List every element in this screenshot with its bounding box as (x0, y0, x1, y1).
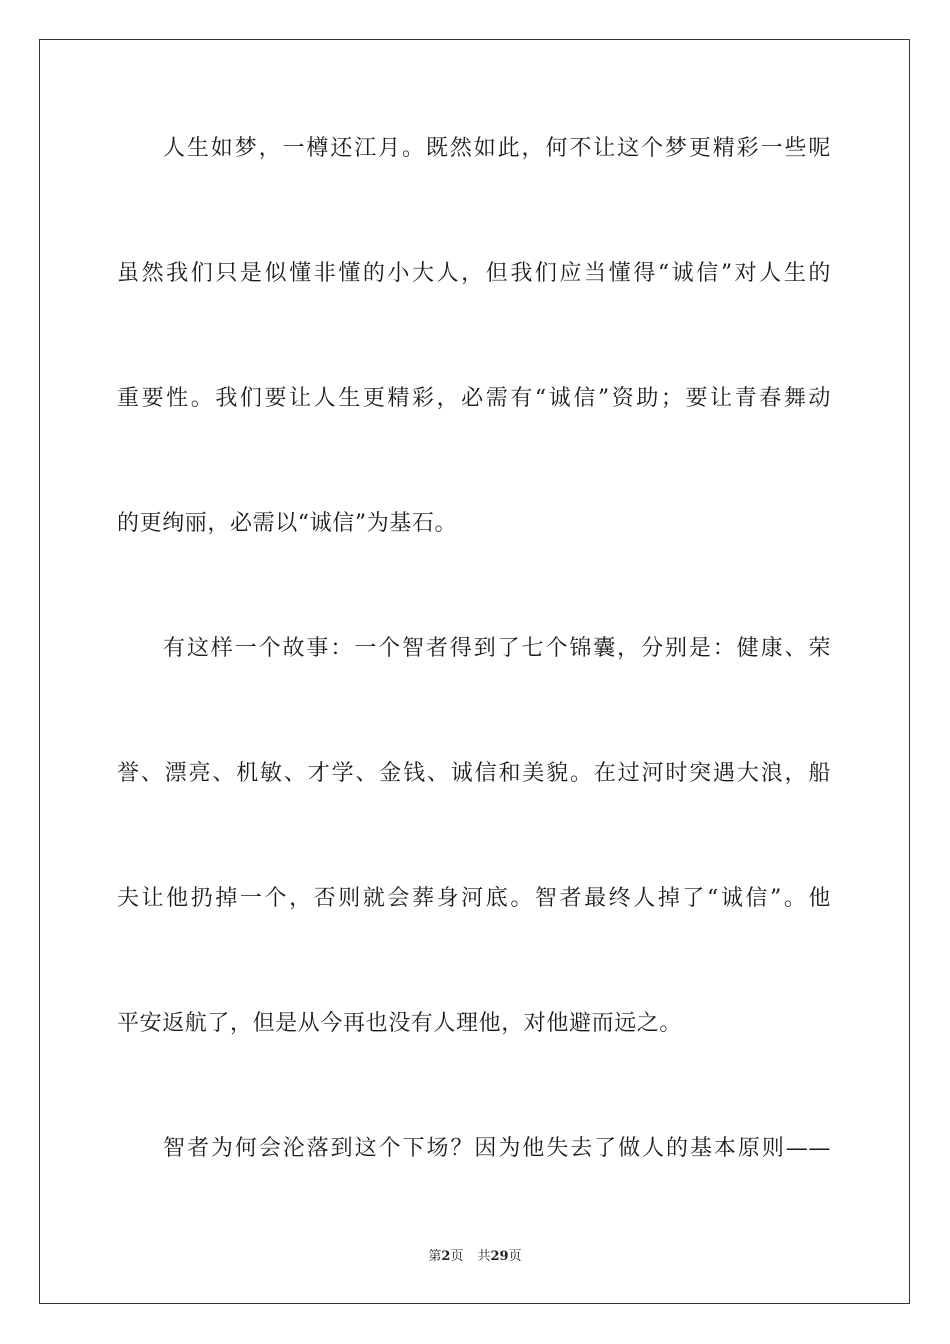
paragraph-3-line-1: 智者为何会沦落到这个下场？因为他失去了做人的基本原则—— (163, 1136, 831, 1161)
paragraph-2-line-3: 夫让他扔掉一个，否则就会葬身河底。智者最终人掉了“诚信”。他 (117, 886, 831, 911)
total-suffix: 页 (508, 1249, 522, 1264)
paragraph-1-line-4: 的更绚丽，必需以“诚信”为基石。 (117, 511, 458, 536)
total-pages: 29 (490, 1249, 509, 1264)
page-footer (0, 1245, 950, 1264)
paragraph-1-line-1: 人生如梦，一樽还江月。既然如此，何不让这个梦更精彩一些呢 (163, 136, 831, 161)
paragraph-1-line-3: 重要性。我们要让人生更精彩，必需有“诚信”资助；要让青春舞动 (117, 386, 831, 411)
page-prefix: 第 (428, 1249, 442, 1264)
paragraph-2-line-4: 平安返航了，但是从今再也没有人理他，对他避而远之。 (117, 1011, 683, 1036)
paragraph-1-line-2: 虽然我们只是似懂非懂的小大人，但我们应当懂得“诚信”对人生的 (117, 261, 831, 286)
page-border (39, 39, 910, 1304)
page-number: 2 (441, 1249, 451, 1264)
page-suffix: 页 (450, 1249, 464, 1264)
total-prefix: 共 (477, 1249, 491, 1264)
paragraph-2-line-2: 誉、漂亮、机敏、才学、金钱、诚信和美貌。在过河时突遇大浪，船 (117, 761, 831, 786)
paragraph-2-line-1: 有这样一个故事：一个智者得到了七个锦囊，分别是：健康、荣 (163, 636, 831, 661)
